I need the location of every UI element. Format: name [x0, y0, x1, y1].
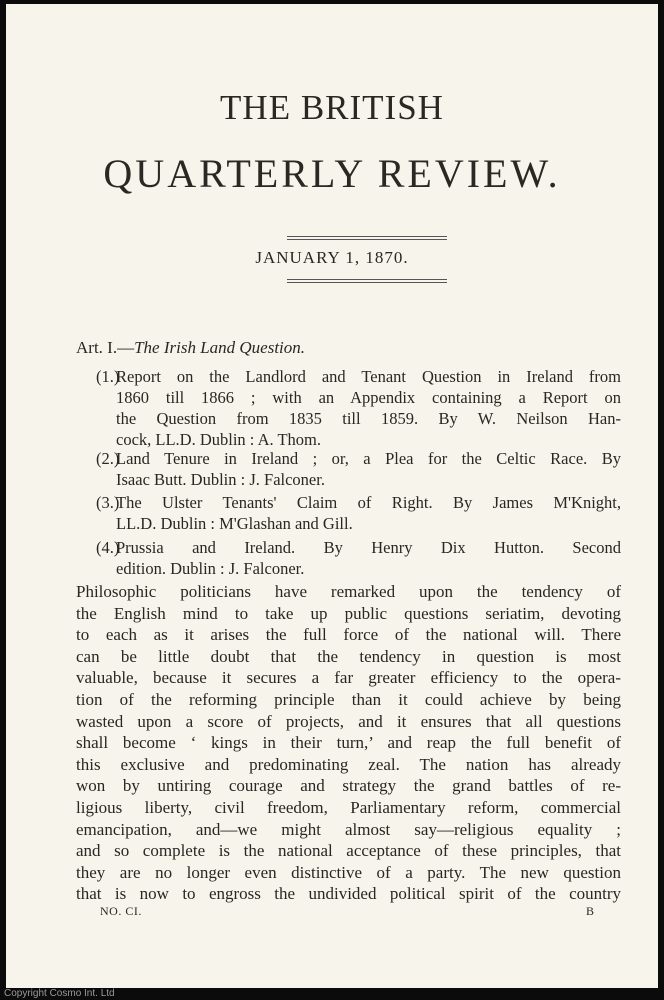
- journal-title-line2: QUARTERLY REVIEW.: [103, 151, 561, 196]
- article-title: The Irish Land Question.: [134, 338, 306, 357]
- body-line: valuable, because it secures a far greater efficiency to the opera-: [76, 668, 621, 688]
- body-line: the English mind to take up public questions seriatim, devoting: [76, 603, 621, 623]
- reference-number: (4.): [96, 538, 120, 557]
- copyright-watermark: Copyright Cosmo Int. Ltd: [4, 988, 115, 999]
- reference-item: [96, 448, 621, 490]
- reference-item: [96, 537, 621, 579]
- reference-line: Report on the Landlord and Tenant Question in Ireland from: [116, 367, 621, 386]
- divider-rule-top: [287, 236, 447, 237]
- body-line: wasted upon a score of projects, and it ensures that all questions: [76, 711, 621, 731]
- body-line: this exclusive and predominating zeal. The nation has already: [76, 754, 621, 774]
- divider-rule-top-double: [287, 239, 447, 240]
- reference-line: LL.D. Dublin : M'Glashan and Gill.: [116, 514, 353, 533]
- reference-line: Prussia and Ireland. By Henry Dix Hutton. Second: [116, 538, 621, 557]
- body-line: to each as it arises the full force of the national will. There: [76, 625, 621, 645]
- divider-rule-bottom: [287, 279, 447, 280]
- body-line: shall become ‘ kings in their turn,’ and reap the full benefit of: [76, 733, 621, 753]
- body-paragraph: [76, 581, 621, 905]
- reference-line: The Ulster Tenants' Claim of Right. By James M'Knight,: [116, 493, 621, 512]
- reference-line: Isaac Butt. Dublin : J. Falconer.: [116, 470, 325, 489]
- reference-line: cock, LL.D. Dublin : A. Thom.: [116, 430, 322, 449]
- reference-number: (1.): [96, 367, 120, 386]
- issue-date: JANUARY 1, 1870.: [255, 248, 409, 267]
- reference-number: (3.): [96, 493, 120, 512]
- body-line: and so complete is the national acceptance of these principles, that: [76, 841, 621, 861]
- reference-item: [96, 366, 621, 450]
- body-line: Philosophic politicians have remarked upon the tendency of: [76, 582, 621, 601]
- reference-item: [96, 492, 621, 534]
- article-heading: [76, 338, 305, 358]
- body-line: they are no longer even distinctive of a party. The new question: [76, 862, 621, 882]
- reference-line: 1860 till 1866 ; with an Appendix containing a Report on: [116, 388, 621, 407]
- article-label: Art. I.—: [76, 338, 135, 357]
- body-line: that is now to engross the undivided political spirit of the country: [76, 884, 621, 904]
- divider-rule-bottom-double: [287, 282, 447, 283]
- reference-line: Land Tenure in Ireland ; or, a Plea for the Celtic Race. By: [116, 449, 621, 468]
- reference-line: edition. Dublin : J. Falconer.: [116, 559, 305, 578]
- body-line: emancipation, and—we might almost say—religious equality ;: [76, 819, 621, 839]
- issue-number: NO. CI.: [100, 904, 142, 918]
- document-page: [6, 4, 658, 988]
- body-line: ligious liberty, civil freedom, Parliamentary reform, commercial: [76, 797, 621, 817]
- body-line: tion of the reforming principle than it could achieve by being: [76, 689, 621, 709]
- body-line: won by untiring courage and strategy the grand battles of re-: [76, 776, 621, 796]
- reference-line: the Question from 1835 till 1859. By W. Neilson Han-: [116, 409, 621, 428]
- reference-number: (2.): [96, 449, 120, 468]
- body-line: can be little doubt that the tendency in question is most: [76, 646, 621, 666]
- signature-mark: B: [586, 904, 595, 918]
- journal-title-line1: THE BRITISH: [220, 88, 444, 127]
